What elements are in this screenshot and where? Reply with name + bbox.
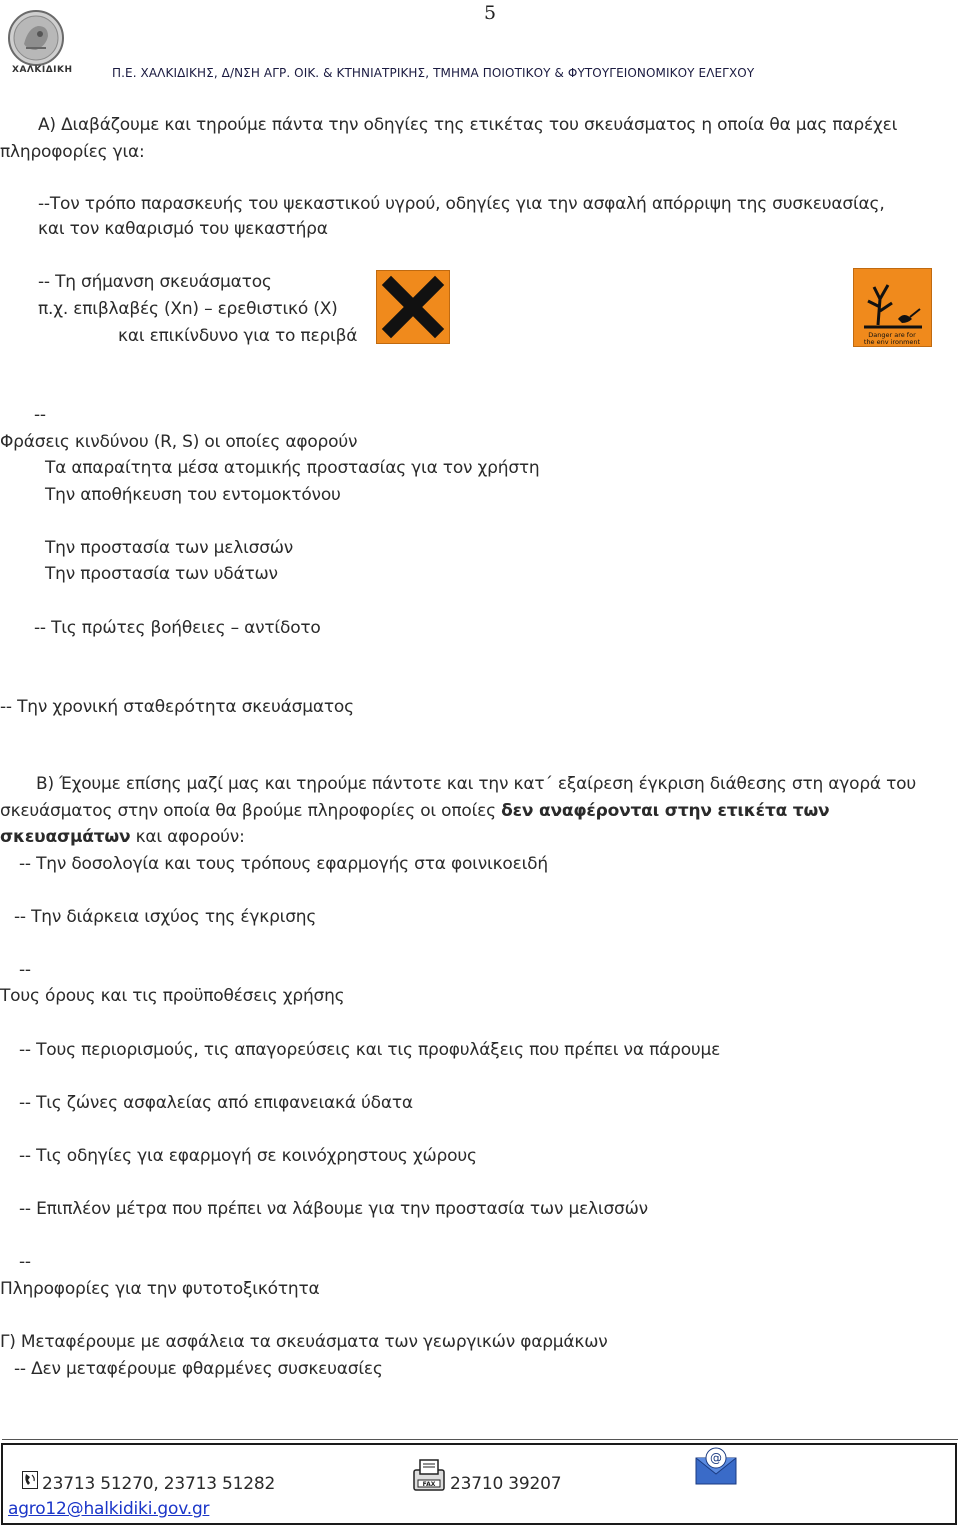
sectionB-intro-line3 — [0, 826, 245, 848]
env-caption-line2: the env ironment — [863, 338, 921, 346]
sectionA-dash1: -- — [34, 405, 46, 425]
sectionB-intro-line2-text: σκευάσματος στην οποία θα βρούμε πληροφορίες οι οποίες — [0, 801, 502, 821]
fax-icon-label: FAX — [422, 1481, 436, 1488]
sectionC-item1: -- Δεν μεταφέρουμε φθαρμένες συσκευασίες — [14, 1359, 383, 1379]
email-envelope-icon — [694, 1446, 738, 1490]
sectionA-intro-line1: Α) Διαβάζουμε και τηρούμε πάντα την οδηγίες της ετικέτας του σκευάσματος η οποία θα μας παρέχει — [38, 115, 898, 135]
footer-phone: 23713 51270, 23713 51282 — [42, 1474, 276, 1494]
sectionB-item6: -- Τις οδηγίες για εφαρμογή σε κοινόχρηστους χώρους — [19, 1146, 477, 1166]
sectionB-item8: Πληροφορίες για την φυτοτοξικότητα — [0, 1279, 320, 1299]
env-caption-line1: Danger are for — [868, 331, 916, 339]
sectionB-item2: -- Την διάρκεια ισχύος της έγκρισης — [14, 907, 317, 927]
sectionB-intro-line3-text: και αφορούν: — [130, 827, 245, 847]
footer-divider — [2, 1439, 958, 1440]
footer-email-link[interactable]: agro12@halkidiki.gov.gr — [8, 1499, 210, 1519]
sectionA-item2-line3: και επικίνδυνο για το περιβά — [118, 326, 358, 346]
sectionA-item5: -- Την χρονική σταθερότητα σκευάσματος — [0, 697, 354, 717]
sectionB-intro-line2-bold: δεν αναφέρονται στην ετικέτα των — [501, 801, 830, 821]
sectionA-sub3: Την προστασία των μελισσών — [45, 538, 294, 558]
page-number: 5 — [484, 2, 497, 24]
sectionB-item7: -- Επιπλέον μέτρα που πρέπει να λάβουμε για την προστασία των μελισσών — [19, 1199, 648, 1219]
sectionC-intro: Γ) Μεταφέρουμε με ασφάλεια τα σκευάσματα των γεωργικών φαρμάκων — [0, 1332, 608, 1352]
sectionB-intro-line2 — [0, 800, 829, 822]
sectionB-item3: Τους όρους και τις προϋποθέσεις χρήσης — [0, 986, 345, 1006]
sectionA-sub4: Την προστασία των υδάτων — [45, 564, 278, 584]
sectionA-item1-line1: --Τον τρόπο παρασκευής του ψεκαστικού υγρού, οδηγίες για την ασφαλή απόρριψη της συσκευασίας, — [38, 194, 885, 214]
sectionA-item2-line1: -- Τη σήμανση σκευάσματος — [38, 272, 272, 292]
phone-icon — [22, 1471, 38, 1493]
sectionB-dash1: -- — [19, 960, 31, 980]
harmful-xn-symbol-icon — [376, 270, 450, 344]
sectionB-intro-line1: Β) Έχουμε επίσης μαζί μας και τηρούμε πάντοτε και την κατ΄ εξαίρεση έγκριση διάθεσης στη αγορά του — [36, 774, 916, 794]
fax-icon — [412, 1458, 446, 1496]
environment-hazard-symbol-icon — [853, 268, 932, 347]
sectionA-intro-line2: πληροφορίες για: — [0, 142, 145, 162]
sectionB-dash2: -- — [19, 1252, 31, 1272]
sectionB-item4: -- Τους περιορισμούς, τις απαγορεύσεις και τις προφυλάξεις που πρέπει να πάρουμε — [19, 1040, 721, 1060]
sectionB-intro-line3-bold: σκευασμάτων — [0, 827, 131, 847]
sectionA-item1-line2: και τον καθαρισμό του ψεκαστήρα — [38, 219, 328, 239]
sectionA-sub1: Τα απαραίτητα μέσα ατομικής προστασίας για τον χρήστη — [45, 458, 540, 478]
sectionA-item4: -- Τις πρώτες βοήθειες – αντίδοτο — [34, 618, 321, 638]
svg-text:@: @ — [710, 1451, 722, 1465]
sectionB-item1: -- Την δοσολογία και τους τρόπους εφαρμογής στα φοινικοειδή — [19, 854, 548, 874]
sectionA-item3: Φράσεις κινδύνου (R, S) οι οποίες αφορούν — [0, 432, 358, 452]
sectionA-sub2: Την αποθήκευση του εντομοκτόνου — [45, 485, 341, 505]
sectionB-item5: -- Τις ζώνες ασφαλείας από επιφανειακά ύδατα — [19, 1093, 413, 1113]
sectionA-item2-line2: π.χ. επιβλαβές (Xn) – ερεθιστικό (X) — [38, 299, 338, 319]
footer-fax: 23710 39207 — [450, 1474, 562, 1494]
logo-caption: ΧΑΛΚΙΔΙΚΗ — [12, 65, 73, 75]
header-title: Π.Ε. ΧΑΛΚΙΔΙΚΗΣ, Δ/ΝΣΗ ΑΓΡ. ΟΙΚ. & ΚΤΗΝΙΑΤΡΙΚΗΣ, ΤΜΗΜΑ ΠΟΙΟΤΙΚΟΥ & ΦΥΤΟΥΓΕΙΟΝΟΜΙΚΟΥ ΕΛΕΓΧΟΥ — [112, 66, 755, 80]
